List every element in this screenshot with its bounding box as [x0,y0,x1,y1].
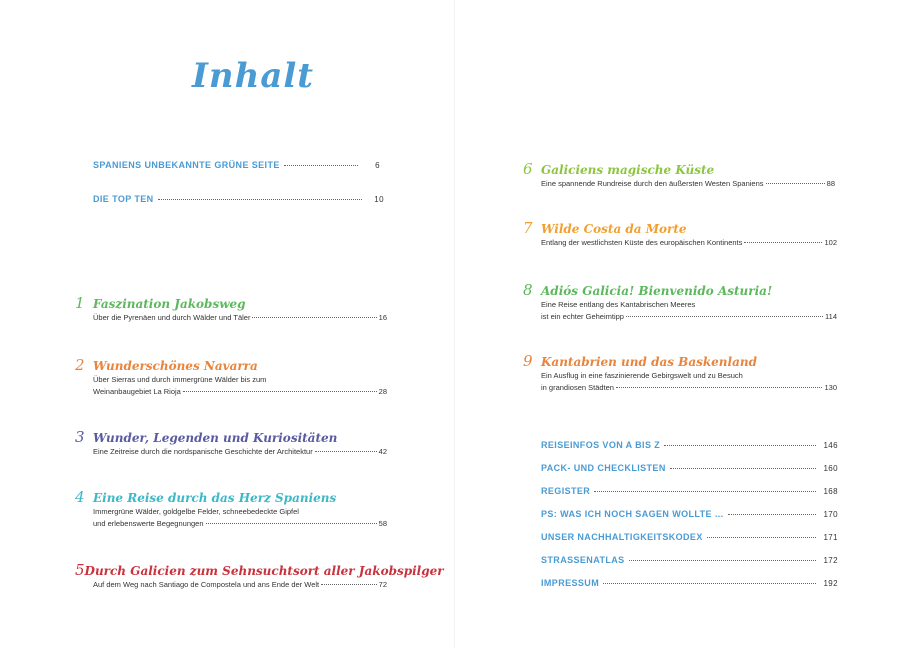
dot-leader [603,583,816,584]
chapter-page: 28 [378,387,387,396]
toc-entry-page: 171 [823,533,838,542]
toc-entry-title: SPANIENS UNBEKANNTE GRÜNE SEITE [93,160,280,170]
chapter-title: Kantabrien und das Baskenland [541,355,757,369]
chapter-entry[interactable] [523,160,835,190]
chapter-page: 72 [378,580,387,589]
toc-entry-front-matter[interactable] [93,160,380,170]
chapter-title: Galiciens magische Küste [541,163,715,177]
toc-entry-back-matter[interactable] [541,509,838,519]
page-gutter [454,0,455,648]
chapter-description: Immergrüne Wälder, goldgelbe Felder, schneebedeckte Gipfel [93,507,299,516]
chapter-title: Wilde Costa da Morte [541,222,687,236]
chapter-entry[interactable] [75,428,387,458]
toc-entry-page: 172 [823,556,838,565]
toc-entry-title: UNSER NACHHALTIGKEITSKODEX [541,532,703,542]
dot-leader [321,584,377,585]
toc-heading: Inhalt [192,56,314,96]
toc-entry-title: PACK- UND CHECKLISTEN [541,463,666,473]
chapter-page: 42 [378,447,387,456]
chapter-title: Wunderschönes Navarra [93,359,258,373]
toc-entry-page: 168 [823,487,838,496]
chapter-description: Entlang der westlichsten Küste des europäischen Kontinents [541,238,743,247]
toc-entry-title: IMPRESSUM [541,578,600,588]
chapter-page: 88 [826,179,835,188]
dot-leader [766,183,825,184]
dot-leader [158,199,362,200]
chapter-title: Wunder, Legenden und Kuriositäten [93,431,338,445]
dot-leader [594,491,816,492]
chapter-description: Über Sierras und durch immergrüne Wälder bis zum [93,375,267,384]
chapter-number: 5 [75,561,85,579]
chapter-entry[interactable] [75,356,387,398]
chapter-entry[interactable] [75,561,444,591]
chapter-description: Über die Pyrenäen und durch Wälder und Täler [93,313,251,322]
dot-leader [252,317,376,318]
toc-entry-title: REGISTER [541,486,591,496]
chapter-page: 58 [378,519,387,528]
chapter-number: 2 [75,356,85,374]
chapter-entry[interactable] [523,352,837,394]
right-page [455,0,910,648]
dot-leader [616,387,823,388]
toc-entry-title: PS: WAS ICH NOCH SAGEN WOLLTE ... [541,509,724,519]
toc-entry-page: 10 [374,195,384,204]
chapter-description: Eine Zeitreise durch die nordspanische Geschichte der Architektur [93,447,313,456]
chapter-title: Faszination Jakobsweg [93,297,246,311]
toc-entry-back-matter[interactable] [541,578,838,588]
dot-leader [183,391,377,392]
dot-leader [315,451,377,452]
chapter-description: Ein Ausflug in eine faszinierende Gebirgswelt und zu Besuch [541,371,743,380]
chapter-number: 6 [523,160,533,178]
chapter-entry[interactable] [75,294,387,324]
toc-entry-page: 170 [823,510,838,519]
chapter-description: in grandiosen Städten [541,383,614,392]
chapter-title: Adiós Galicia! Bienvenido Asturia! [541,284,773,298]
dot-leader [707,537,816,538]
dot-leader [670,468,816,469]
toc-entry-page: 6 [375,161,380,170]
dot-leader [284,165,358,166]
chapter-number: 8 [523,281,533,299]
chapter-entry[interactable] [75,488,387,530]
chapter-number: 9 [523,352,533,370]
toc-entry-page: 146 [823,441,838,450]
chapter-page: 16 [378,313,387,322]
chapter-title: Eine Reise durch das Herz Spaniens [93,491,337,505]
chapter-description: Weinanbaugebiet La Rioja [93,387,181,396]
dot-leader [629,560,816,561]
chapter-title: Durch Galicien zum Sehnsuchtsort aller Jakobspilger [84,564,444,578]
dot-leader [626,316,823,317]
chapter-entry[interactable] [523,219,837,249]
toc-entry-back-matter[interactable] [541,532,838,542]
toc-entry-page: 160 [823,464,838,473]
toc-entry-front-matter[interactable] [93,194,384,204]
dot-leader [744,242,822,243]
chapter-description: und erlebenswerte Begegnungen [93,519,204,528]
chapter-page: 114 [825,312,837,321]
dot-leader [206,523,377,524]
toc-entry-title: STRASSENATLAS [541,555,625,565]
chapter-number: 1 [75,294,85,312]
chapter-description: Eine spannende Rundreise durch den äußersten Westen Spaniens [541,179,764,188]
chapter-entry[interactable] [523,281,837,323]
toc-entry-back-matter[interactable] [541,486,838,496]
chapter-number: 4 [75,488,85,506]
chapter-number: 3 [75,428,85,446]
toc-entry-title: REISEINFOS VON A BIS Z [541,440,661,450]
toc-entry-back-matter[interactable] [541,463,838,473]
dot-leader [728,514,816,515]
chapter-description: ist ein echter Geheimtipp [541,312,624,321]
chapter-description: Auf dem Weg nach Santiago de Compostela und ans Ende der Welt [93,580,320,589]
toc-entry-title: DIE TOP TEN [93,194,154,204]
dot-leader [664,445,816,446]
chapter-description: Eine Reise entlang des Kantabrischen Meeres [541,300,696,309]
chapter-page: 130 [824,383,837,392]
toc-entry-back-matter[interactable] [541,555,838,565]
toc-entry-back-matter[interactable] [541,440,838,450]
chapter-number: 7 [523,219,533,237]
chapter-page: 102 [824,238,837,247]
toc-entry-page: 192 [823,579,838,588]
